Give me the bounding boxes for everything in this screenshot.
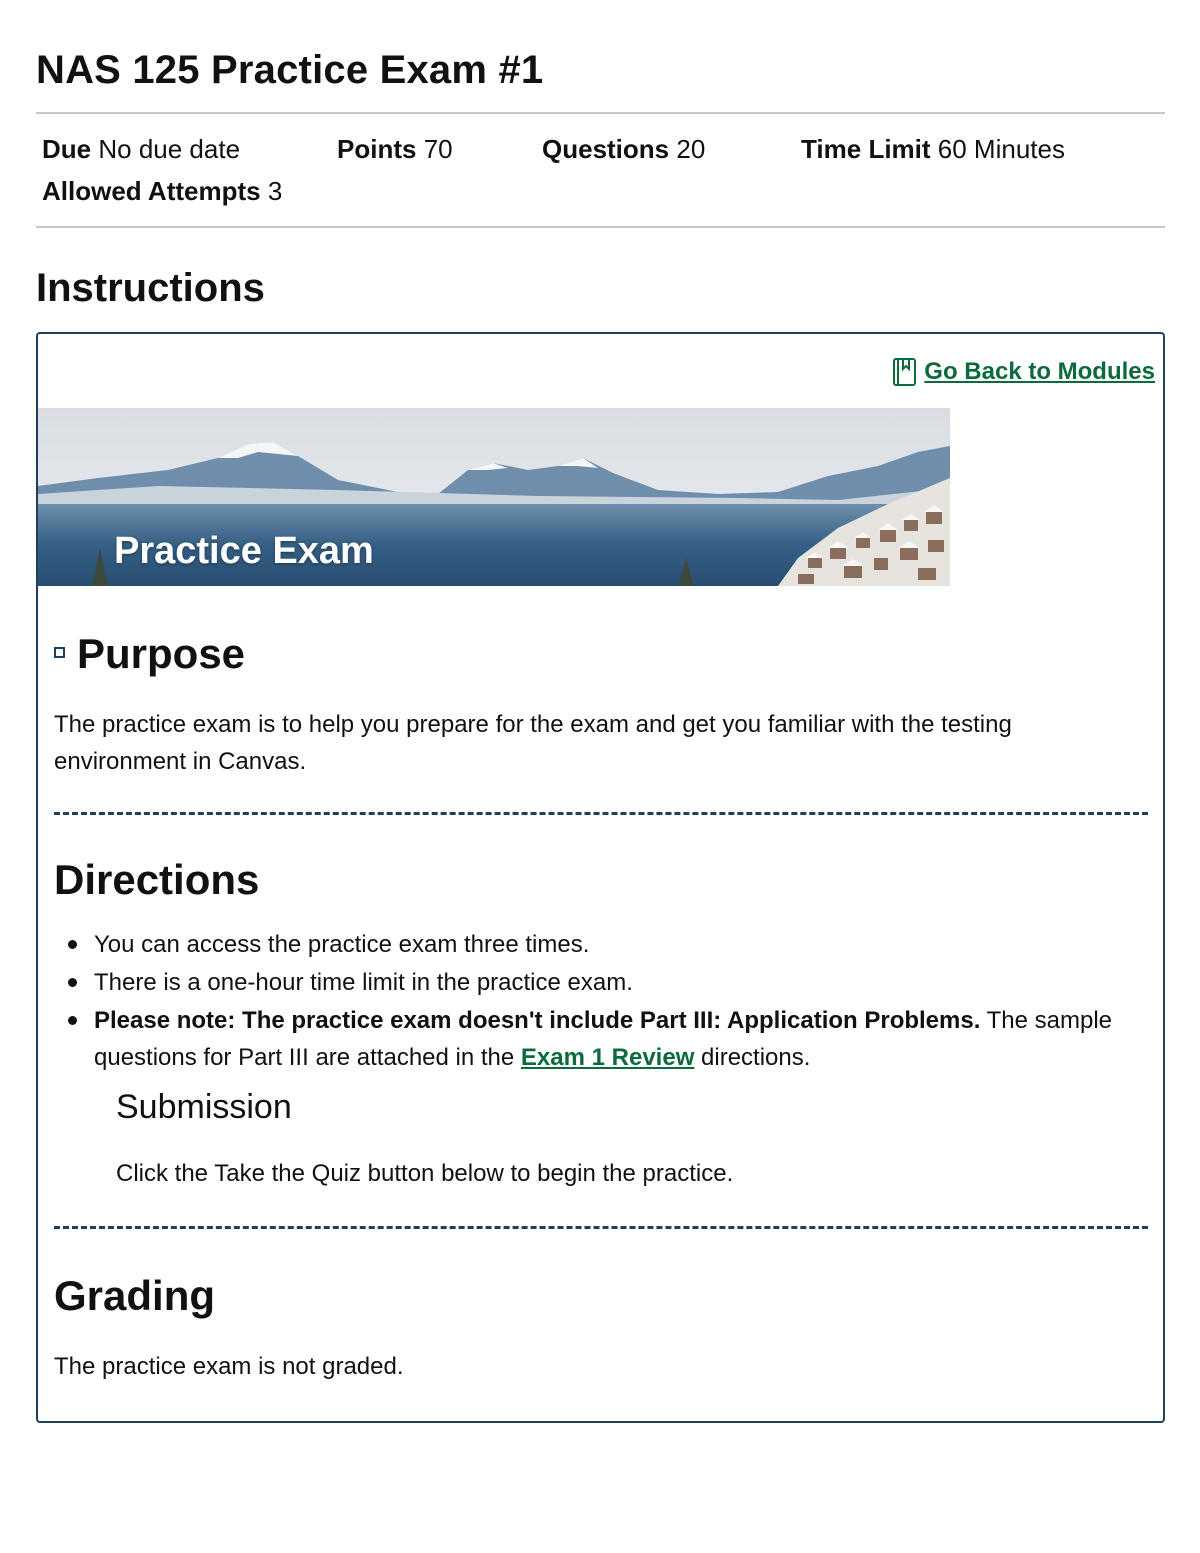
instructions-heading: Instructions — [36, 266, 265, 310]
note-bold: Please note: The practice exam doesn't include Part III: Application Problems. — [94, 1007, 981, 1034]
section-divider — [54, 1226, 1148, 1229]
meta-due-label: Due — [42, 134, 92, 164]
meta-points — [337, 134, 453, 165]
meta-due — [42, 134, 240, 165]
meta-attempts — [42, 176, 282, 207]
go-back-label: Go Back to Modules — [924, 358, 1155, 385]
meta-time-limit — [801, 134, 1065, 165]
book-icon — [892, 356, 918, 388]
purpose-heading-text: Purpose — [77, 630, 246, 677]
meta-attempts-value: 3 — [267, 176, 283, 206]
list-item — [62, 1002, 1112, 1076]
list-item: You can access the practice exam three times. — [62, 926, 1112, 963]
meta-questions-value: 20 — [676, 134, 706, 164]
practice-exam-banner — [38, 408, 950, 586]
meta-time-label: Time Limit — [801, 134, 931, 164]
meta-attempts-label: Allowed Attempts — [42, 176, 261, 206]
meta-due-value: No due date — [98, 134, 241, 164]
note-text-end: directions. — [694, 1044, 811, 1071]
page-title: NAS 125 Practice Exam #1 — [36, 48, 544, 92]
note-text: The sample questions for Part III are attached in the — [94, 1007, 1113, 1071]
submission-heading: Submission — [116, 1088, 292, 1126]
directions-heading: Directions — [54, 856, 260, 903]
square-bullet-icon — [54, 647, 65, 658]
exam-1-review-link[interactable]: Exam 1 Review — [520, 1044, 695, 1071]
meta-time-value: 60 Minutes — [937, 134, 1065, 164]
go-back-to-modules-link[interactable] — [892, 356, 1155, 388]
meta-points-value: 70 — [423, 134, 453, 164]
meta-points-label: Points — [337, 134, 417, 164]
submission-text: Click the Take the Quiz button below to begin the practice. — [116, 1160, 734, 1187]
directions-list — [62, 926, 1112, 1077]
instructions-panel — [36, 332, 1165, 1423]
purpose-text: The practice exam is to help you prepare for the exam and get you familiar with the testing environment in Canvas. — [54, 711, 1012, 775]
banner-title: Practice Exam — [114, 530, 374, 572]
grading-heading: Grading — [54, 1272, 216, 1319]
divider — [36, 112, 1165, 114]
grading-text: The practice exam is not graded. — [54, 1353, 404, 1380]
section-divider — [54, 812, 1148, 815]
purpose-heading — [54, 630, 245, 678]
list-item: There is a one-hour time limit in the practice exam. — [62, 964, 1112, 1001]
divider — [36, 226, 1165, 228]
meta-questions-label: Questions — [542, 134, 670, 164]
meta-questions — [542, 134, 705, 165]
